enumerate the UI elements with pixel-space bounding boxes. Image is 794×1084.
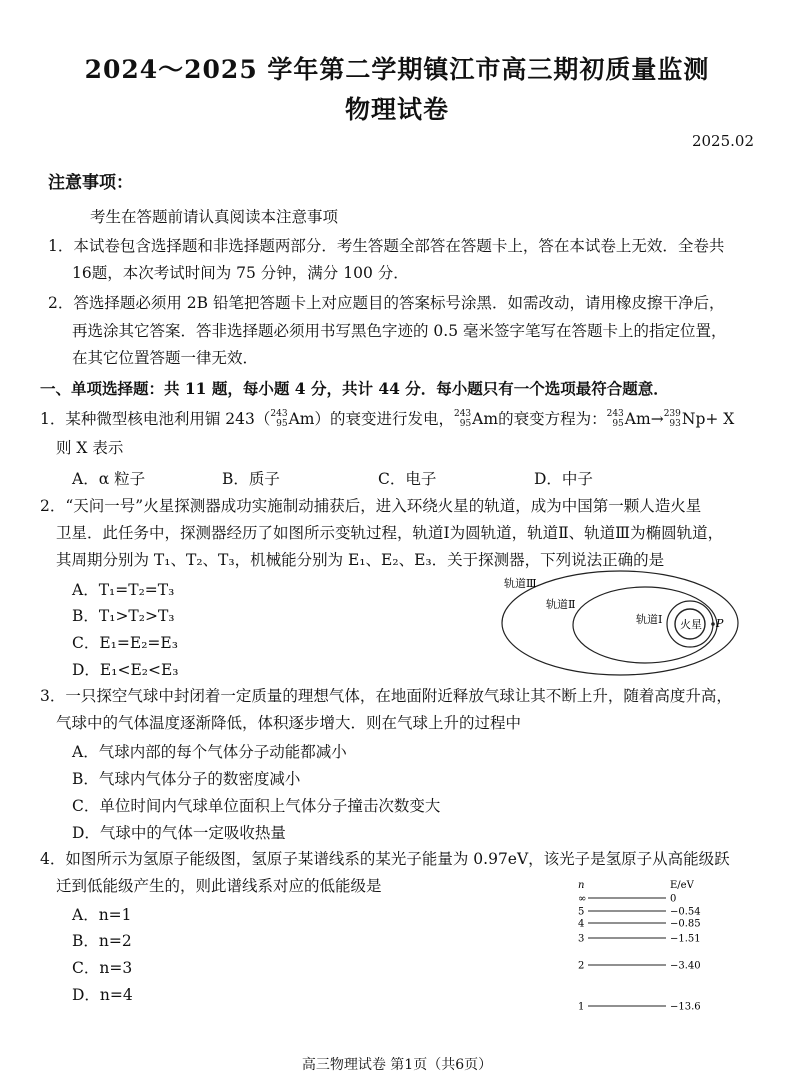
q3-line1: 3．一只探空气球中封闭着一定质量的理想气体，在地面附近释放气球让其不断上升，随着高度升高， <box>40 687 732 705</box>
notice-item2-line2: 再选涂其它答案．答非选择题必须用书写黑色字迹的 0.5 毫米签字笔写在答题卡上的指定位置， <box>72 322 727 340</box>
energy-level-diagram <box>570 878 720 1023</box>
q4-option-a[interactable]: A．n=1 <box>72 906 132 924</box>
orbit-3-label: 轨道Ⅲ <box>504 577 537 590</box>
energy-level-n: 3 <box>578 933 585 945</box>
page-footer: 高三物理试卷 第1页（共6页） <box>301 1057 493 1073</box>
arrow-symbol: → <box>650 410 664 428</box>
notice-item2-line1: 2．答选择题必须用 2B 铅笔把答题卡上对应题目的答案标号涂黑．如需改动，请用橡皮擦干净后， <box>48 294 725 312</box>
orbit-3-ellipse <box>502 571 738 675</box>
energy-level-n: 5 <box>578 906 585 918</box>
q1-option-a[interactable]: A．α 粒子 <box>72 470 146 488</box>
q1-line1 <box>40 408 734 430</box>
energy-level-value: −13.6 <box>670 1001 701 1013</box>
energy-level-value: 0 <box>670 893 677 905</box>
energy-level-n: 1 <box>578 1001 585 1013</box>
notice-item1-line1: 1．本试卷包含选择题和非选择题两部分．考生答题全部答在答题卡上，答在本试卷上无效．全卷共 <box>48 237 725 255</box>
notice-item2-line3: 在其它位置答题一律无效． <box>72 349 259 367</box>
q2-line1: 2．“天问一号”火星探测器成功实施制动捕获后，进入环绕火星的轨道，成为中国第一颗人造火星 <box>40 497 702 515</box>
q1-line2: 则 X 表示 <box>56 439 124 457</box>
orbit-2-label: 轨道Ⅱ <box>546 598 576 611</box>
q2-option-d[interactable]: D．E₁<E₂<E₃ <box>72 661 179 679</box>
q1-text-part2: ）的衰变进行发电， <box>314 410 454 428</box>
q3-option-d[interactable]: D．气球中的气体一定吸收热量 <box>72 824 286 842</box>
exam-subject-title: 物理试卷 <box>344 95 449 124</box>
plus-x: + X <box>705 410 735 428</box>
q2-line3: 其周期分别为 T₁、T₂、T₃，机械能分别为 E₁、E₂、E₃．关于探测器，下列说法正确的是 <box>56 551 665 569</box>
point-p-dot <box>711 622 715 626</box>
exam-date: 2025.02 <box>691 132 754 150</box>
notice-item1-line2: 16题，本次考试时间为 75 分钟，满分 100 分． <box>72 264 409 282</box>
energy-levels <box>578 894 701 1013</box>
n-axis-label: n <box>578 880 585 891</box>
mars-label: 火星 <box>680 618 702 631</box>
energy-level-n: 2 <box>578 960 585 972</box>
am-nuclide-2: 243 95 Am <box>453 409 499 429</box>
q3-line2: 气球中的气体温度逐渐降低，体积逐步增大．则在气球上升的过程中 <box>56 714 522 732</box>
q4-option-c[interactable]: C．n=3 <box>72 959 133 977</box>
q1-text-part3: 的衰变方程为： <box>498 410 607 428</box>
q2-option-a[interactable]: A．T₁=T₂=T₃ <box>72 581 175 599</box>
energy-level-value: −3.40 <box>670 960 701 972</box>
point-p-label: P <box>716 617 724 630</box>
energy-level-n: ∞ <box>578 893 587 905</box>
q1-option-d[interactable]: D．中子 <box>534 470 593 488</box>
q2-line2: 卫星．此任务中，探测器经历了如图所示变轨过程，轨道Ⅰ为圆轨道，轨道Ⅱ、轨道Ⅲ为椭圆轨道， <box>56 524 724 542</box>
energy-level-value: −0.85 <box>670 918 701 930</box>
np-nuclide: 239 93 Np <box>663 409 706 429</box>
q1-text-part1: 1．某种微型核电池利用镅 243（ <box>40 410 271 428</box>
q3-option-a[interactable]: A．气球内部的每个气体分子动能都减小 <box>72 743 347 761</box>
orbit-diagram <box>490 568 750 688</box>
energy-axis-label: E/eV <box>670 880 694 891</box>
orbit-1-label: 轨道Ⅰ <box>636 613 663 626</box>
q4-option-b[interactable]: B．n=2 <box>72 932 132 950</box>
am-nuclide-3: 243 95 Am <box>606 409 651 429</box>
energy-level-value: −0.54 <box>670 906 701 918</box>
q3-option-c[interactable]: C．单位时间内气球单位面积上气体分子撞击次数变大 <box>72 797 441 815</box>
energy-level-value: −1.51 <box>670 933 701 945</box>
q1-option-c[interactable]: C．电子 <box>378 470 437 488</box>
notice-intro: 考生在答题前请认真阅读本注意事项 <box>90 208 339 226</box>
q4-option-d[interactable]: D．n=4 <box>72 986 133 1004</box>
notice-heading: 注意事项： <box>48 173 133 193</box>
q1-option-b[interactable]: B．质子 <box>222 470 280 488</box>
q2-option-c[interactable]: C．E₁=E₂=E₃ <box>72 634 178 652</box>
q2-option-b[interactable]: B．T₁>T₂>T₃ <box>72 607 175 625</box>
exam-title: 2024～2025 学年第二学期镇江市高三期初质量监测 <box>84 55 710 84</box>
q3-option-b[interactable]: B．气球内气体分子的数密度减小 <box>72 770 301 788</box>
section1-heading: 一、单项选择题：共 11 题，每小题 4 分，共计 44 分．每小题只有一个选项最符合题意． <box>40 379 669 398</box>
q4-line1: 4．如图所示为氢原子能级图，氢原子某谱线系的某光子能量为 0.97eV，该光子是氢原子从高能级跃 <box>40 850 730 868</box>
energy-level-n: 4 <box>578 918 585 930</box>
am-nuclide-1: 243 95 Am <box>270 409 315 429</box>
q4-line2: 迁到低能级产生的，则此谱线系对应的低能级是 <box>56 877 382 895</box>
